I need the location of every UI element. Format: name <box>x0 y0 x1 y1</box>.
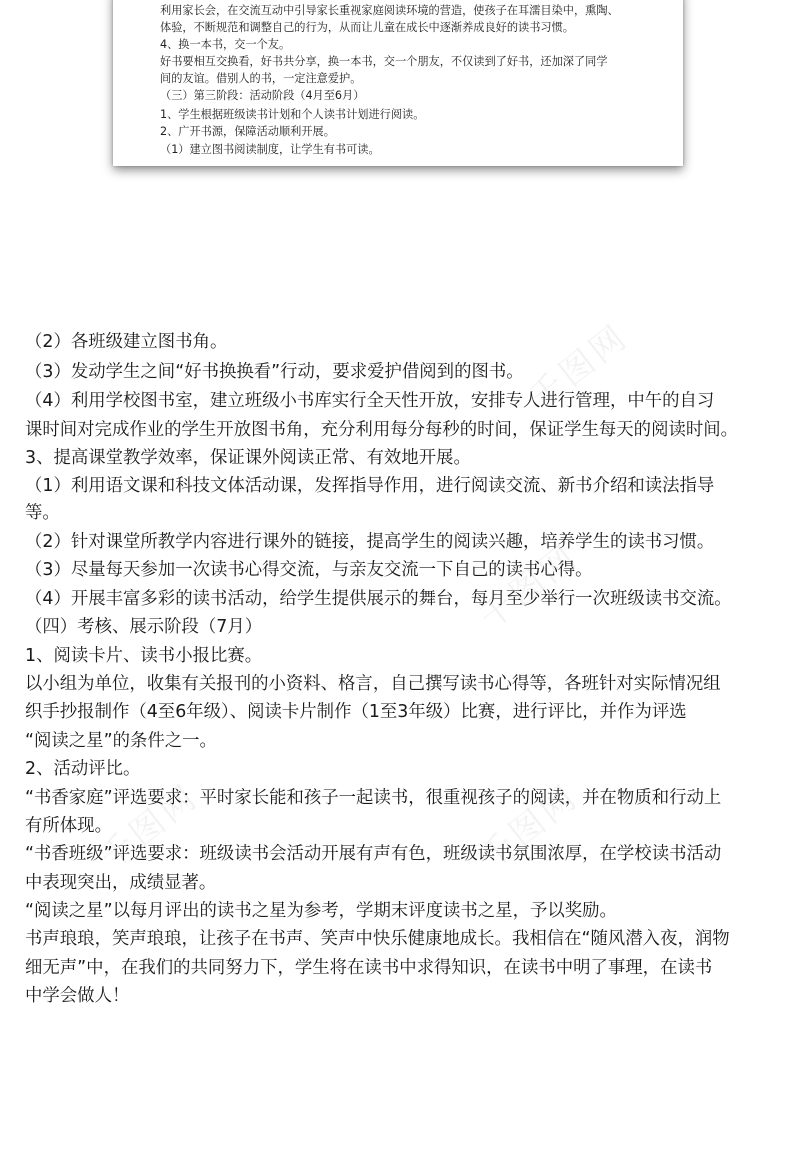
preview-line: 2、广开书源，保障活动顺利开展。 <box>160 125 335 138</box>
watermark-2: 千图网 <box>471 536 587 639</box>
body-line: 有所体现。 <box>25 816 112 836</box>
watermark-1: 千图网 <box>521 316 637 419</box>
body-line: 中学会做人！ <box>25 986 130 1006</box>
body-line: （2）针对课堂所教学内容进行课外的链接，提高学生的阅读兴趣，培养学生的读书习惯。 <box>25 532 715 552</box>
watermark-3: 千图网 <box>91 776 207 879</box>
preview-line: 4、换一本书，交一个友。 <box>160 38 291 51</box>
body-line: 课时间对完成作业的学生开放图书角，充分利用每分每秒的时间，保证学生每天的阅读时间。 <box>25 420 739 440</box>
body-line: 2、活动评比。 <box>25 759 141 779</box>
preview-line: 体验，不断规范和调整自己的行为，从而让儿童在成长中逐渐养成良好的读书习惯。 <box>160 21 574 34</box>
body-line: 1、阅读卡片、读书小报比赛。 <box>25 646 263 666</box>
preview-line: （1）建立图书阅读制度，让学生有书可读。 <box>160 143 380 156</box>
body-line: 织手抄报制作（4至6年级）、阅读卡片制作（1至3年级）比赛，进行评比，并作为评选 <box>25 702 687 722</box>
preview-line: （三）第三阶段：活动阶段（4月至6月） <box>160 89 365 102</box>
document-preview-card <box>113 0 683 166</box>
preview-line: 1、学生根据班级读书计划和个人读书计划进行阅读。 <box>160 108 425 121</box>
body-line: 细无声”中，在我们的共同努力下，学生将在读书中求得知识，在读书中明了事理，在读书 <box>25 958 713 978</box>
body-line: （3）尽量每天参加一次读书心得交流，与亲友交流一下自己的读书心得。 <box>25 560 593 580</box>
body-line: “阅读之星”以每月评出的读书之星为参考，学期末评度读书之星，予以奖励。 <box>25 901 617 921</box>
body-line: 3、提高课堂教学效率，保证课外阅读正常、有效地开展。 <box>25 448 471 468</box>
body-line: 等。 <box>25 503 60 523</box>
body-line: （4）利用学校图书室，建立班级小书库实行全天性开放，安排专人进行管理，中午的自习 <box>25 391 715 411</box>
body-line: （4）开展丰富多彩的读书活动，给学生提供展示的舞台，每月至少举行一次班级读书交流。 <box>25 589 732 609</box>
body-line: 中表现突出，成绩显著。 <box>25 873 217 893</box>
preview-line: 好书要相互交换看，好书共分享，换一本书，交一个朋友，不仅读到了好书，还加深了同学 <box>160 55 608 68</box>
body-line: （3）发动学生之间“好书换换看”行动，要求爱护借阅到的图书。 <box>25 362 524 382</box>
preview-line: 间的友谊。借别人的书，一定注意爱护。 <box>160 72 362 85</box>
body-line: “书香班级”评选要求：班级读书会活动开展有声有色，班级读书氛围浓厚，在学校读书活动 <box>25 844 722 864</box>
body-line: （1）利用语文课和科技文体活动课，发挥指导作用，进行阅读交流、新书介绍和读法指导 <box>25 476 715 496</box>
body-line: 以小组为单位，收集有关报刊的小资料、格言，自己撰写读书心得等，各班针对实际情况组 <box>25 674 721 694</box>
body-line: “书香家庭”评选要求：平时家长能和孩子一起读书，很重视孩子的阅读，并在物质和行动上 <box>25 788 722 808</box>
body-line: （2）各班级建立图书角。 <box>25 332 228 352</box>
watermark-4: 千图网 <box>471 776 587 879</box>
preview-line: 利用家长会，在交流互动中引导家长重视家庭阅读环境的营造，使孩子在耳濡目染中，熏陶、 <box>160 4 619 17</box>
body-line: “阅读之星”的条件之一。 <box>25 731 217 751</box>
section-heading: （四）考核、展示阶段（7月） <box>25 617 263 637</box>
body-line: 书声琅琅，笑声琅琅，让孩子在书声、笑声中快乐健康地成长。我相信在“随风潜入夜，润物 <box>25 929 730 949</box>
